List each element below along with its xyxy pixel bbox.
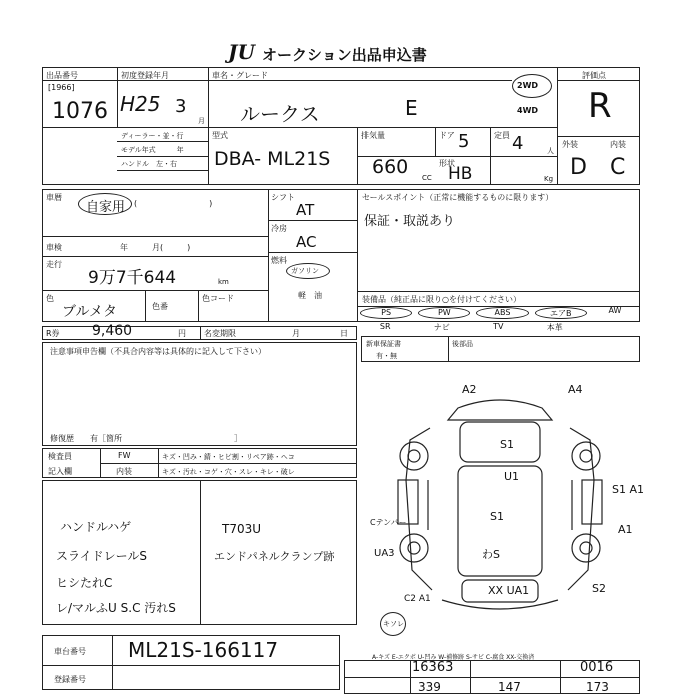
equip-abs: ABS [476, 307, 528, 319]
history-paren: ( ) [134, 199, 213, 208]
ac-label: 冷房 [271, 224, 287, 233]
model-year-label: モデル年式 年 [121, 146, 184, 154]
legend-v2: 0016 [580, 660, 614, 675]
legend-text: A-キズ E-エクボ U-凹み W-補修跡 S-サビ C-腐食 XX-交換済 [372, 654, 535, 661]
equip-tv: TV [493, 322, 504, 331]
kg-unit: Kg [544, 175, 554, 183]
damage-mark-s2: S2 [592, 582, 606, 595]
legend-v4: 147 [498, 680, 521, 694]
first-reg-era: H25 [120, 92, 161, 116]
inspector-note2-2: エンドパネルクランプ跡 [214, 550, 335, 563]
legend-v3: 339 [418, 680, 441, 694]
history-value: 自家用 [86, 200, 126, 215]
damage-mark-a1: A1 [618, 523, 633, 536]
cc-unit: CC [422, 174, 432, 182]
ju-logo: JU [228, 40, 255, 64]
after-parts: 後部品 [452, 340, 473, 348]
dealer-label: ディーラー・並・行 [121, 132, 184, 140]
equipment-row1 [357, 306, 640, 320]
ac: AC [296, 233, 317, 251]
fuel: ガソリン [291, 267, 319, 275]
car-name-label: 車名・グレード [212, 71, 268, 80]
equip-ps: PS [360, 307, 412, 319]
damage-mark-s1-a1: S1 A1 [612, 483, 645, 496]
capacity: 4 [512, 133, 524, 154]
inspector-label2: 記入欄 [48, 467, 72, 476]
inspector-note2-1: T703U [222, 522, 262, 536]
color-code-label: 色コード [202, 294, 234, 303]
score-value: R [588, 86, 612, 126]
equip-navi: ナビ [433, 323, 450, 332]
capacity-label: 定員 [494, 131, 510, 140]
shift-label: シフト [271, 193, 295, 202]
notes-section [42, 342, 357, 446]
model-code: DBA- ML21S [214, 148, 331, 170]
damage-mark-c2-a1: C2 A1 [404, 594, 431, 604]
notes-label: 注意事項申告欄（不具合内容等は具体的に記入して下さい） [50, 347, 266, 356]
inspection-label: 車検 [46, 243, 62, 252]
inspector-note-3: ヒシたれC [56, 576, 113, 590]
car-grade: E [405, 96, 418, 120]
damage-mark-u1: U1 [504, 470, 520, 483]
chassis-label: 車台番号 [54, 647, 86, 656]
capacity-unit: 人 [547, 147, 554, 155]
shift: AT [296, 201, 315, 219]
fuel-label: 燃料 [271, 256, 287, 265]
handle-label: ハンドル 左・右 [121, 160, 177, 168]
damage-mark-a2: A2 [462, 383, 477, 396]
score-ext-label: 外装 [562, 140, 578, 149]
inspector-ext-opts: キズ・凹み・錆・ヒビ割・リペア跡・ヘコ [162, 453, 295, 461]
legend-v1: 16363 [412, 660, 454, 675]
inspector-int-opts: キズ・汚れ・コゲ・穴・スレ・キレ・破レ [162, 468, 295, 476]
damage-mark-c-bumper: Cテンパー [370, 518, 407, 527]
equipment-label: 装備品（純正品に限り○を付けてください） [362, 295, 521, 304]
inspection-template: 年 月( ) [120, 243, 191, 252]
inspector-note-2: スライドレールS [56, 549, 148, 563]
spare-mark: キソレ [383, 620, 404, 628]
recycle-unit: 円 [178, 329, 186, 338]
color-no-label: 色番 [152, 302, 168, 311]
doors-label: ドア [439, 131, 455, 140]
damage-mark-s1-top: S1 [500, 438, 514, 451]
newcar-options: 有・無 [376, 352, 397, 360]
score-int: C [610, 155, 626, 180]
inspector-note-4: レ/マルふU S.C 汚れS [56, 601, 176, 615]
light-oil: 軽 油 [298, 291, 322, 300]
recycle-label: R券 [46, 329, 60, 338]
register-label: 登録番号 [54, 675, 86, 684]
color-label: 色 [46, 294, 54, 303]
score-int-label: 内装 [610, 140, 626, 149]
meigi-month: 月 [292, 329, 300, 338]
doors: 5 [458, 131, 470, 152]
damage-mark-a4: A4 [568, 383, 583, 396]
first-reg-label: 初度登録年月 [121, 71, 169, 80]
color-value: ブルメタ [62, 304, 118, 320]
chassis-value: ML21S-166117 [128, 638, 279, 662]
drive-4wd: 4WD [517, 106, 539, 115]
km-unit: km [218, 278, 229, 286]
mileage: 9万7千644 [88, 268, 177, 288]
history-label: 車暦 [46, 193, 62, 202]
lot-sub: [1966] [48, 83, 75, 92]
car-name: ルークス [240, 102, 320, 126]
displacement: 660 [372, 156, 409, 178]
mileage-label: 走行 [46, 260, 62, 269]
equip-aw: AW [608, 306, 622, 315]
inspector-note-1: ハンドルハゲ [60, 520, 132, 534]
score-ext: D [570, 155, 587, 180]
damage-mark-ws: わS [482, 548, 500, 561]
damage-mark-ua3: UA3 [374, 548, 395, 559]
lot-number: 1076 [52, 99, 108, 124]
shape: HB [448, 164, 473, 184]
sales-label: セールスポイント（正常に機能するものに限ります） [362, 193, 554, 202]
recycle-value: 9,460 [92, 323, 133, 339]
score-label: 評価点 [582, 71, 606, 80]
equip-pw: PW [418, 307, 470, 319]
shape-label: 形状 [439, 159, 455, 168]
model-label: 型式 [212, 131, 228, 140]
sales-text: 保証・取説あり [364, 214, 456, 229]
month-unit: 月 [198, 117, 205, 125]
form-title: オークション出品申込書 [262, 46, 427, 64]
drive-2wd: 2WD [517, 81, 539, 90]
damage-mark-xx-ua1: XX UA1 [488, 584, 530, 597]
inspector-fw: FW [118, 451, 131, 460]
newcar-label: 新車保証書 [366, 340, 401, 348]
inspector-interior: 内装 [116, 467, 132, 476]
newcar-section [361, 336, 640, 362]
inspector-label: 検査員 [48, 452, 72, 461]
displacement-label: 排気量 [361, 131, 385, 140]
legend-v5: 173 [586, 680, 609, 694]
repair-history: 修復歴 有［箇所 ］ [50, 434, 242, 443]
damage-mark-s1-mid: S1 [490, 510, 504, 523]
first-reg-month: 3 [175, 96, 187, 117]
equip-airbag: エアB [535, 307, 587, 319]
equipment-row2 [357, 322, 583, 334]
equip-leather: 本革 [546, 323, 563, 332]
equip-sr: SR [379, 322, 391, 331]
lot-label: 出品番号 [46, 71, 78, 80]
meigi-label: 名変期限 [204, 329, 236, 338]
meigi-day: 日 [340, 329, 348, 338]
